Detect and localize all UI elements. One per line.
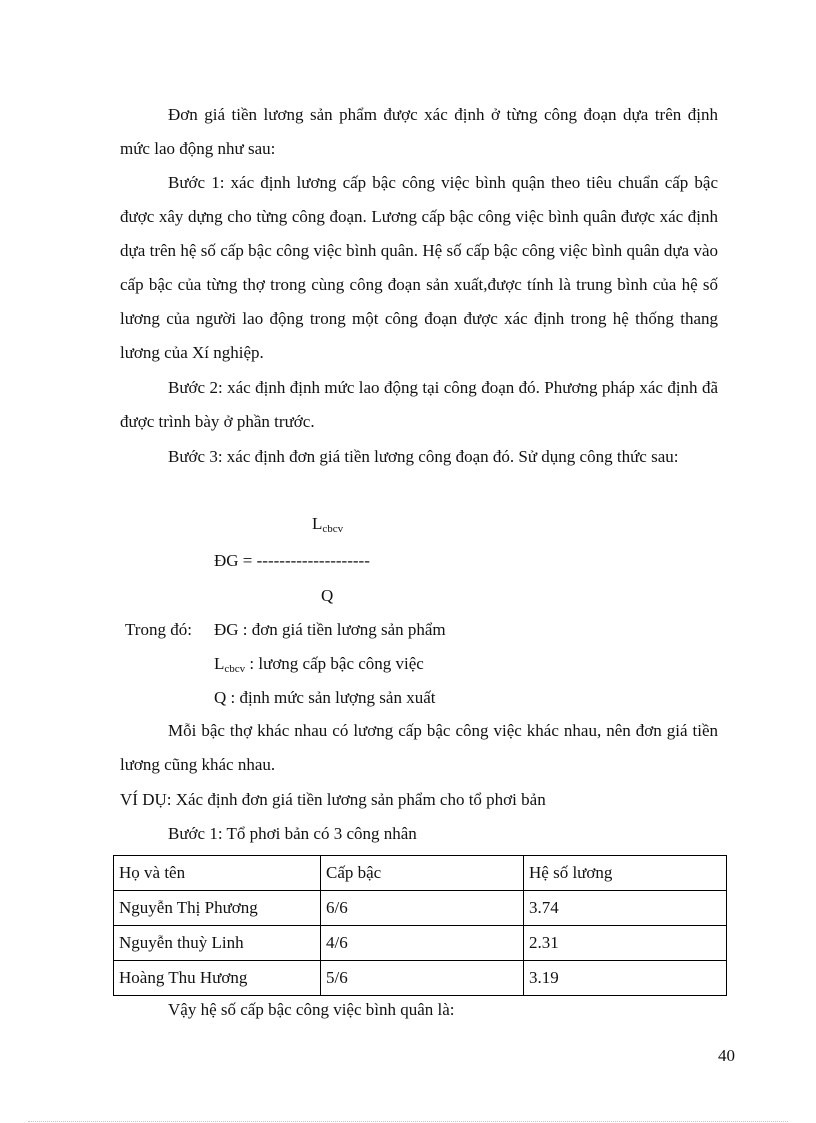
table-row bbox=[114, 891, 727, 926]
footer-rule bbox=[28, 1121, 788, 1122]
table-cell-coefficient: 2.31 bbox=[524, 926, 727, 961]
table-cell-coefficient: 3.74 bbox=[524, 891, 727, 926]
table-cell-name: Hoàng Thu Hương bbox=[114, 961, 321, 996]
table-header-coefficient: Hệ số lương bbox=[524, 856, 727, 891]
formula-denominator: Q bbox=[321, 586, 334, 605]
table-cell-grade: 5/6 bbox=[321, 961, 524, 996]
table-header-row bbox=[114, 856, 727, 891]
definition-lcbcv bbox=[214, 654, 424, 674]
paragraph-note: Mỗi bậc thợ khác nhau có lương cấp bậc công việc khác nhau, nên đơn giá tiền lương cũng khác nhau. bbox=[120, 721, 718, 774]
table-row bbox=[114, 926, 727, 961]
paragraph-intro: Đơn giá tiền lương sản phẩm được xác định ở từng công đoạn dựa trên định mức lao động như sau: bbox=[120, 105, 718, 158]
definition-lcbcv-base: L bbox=[214, 654, 225, 673]
definition-lcbcv-sub: cbcv bbox=[224, 663, 246, 675]
table-cell-grade: 4/6 bbox=[321, 926, 524, 961]
paragraph-step-1: Bước 1: xác định lương cấp bậc công việc bình quận theo tiêu chuẩn cấp bậc được xây dựng cho từng công đoạn. Lương cấp bậc công việc bình quân được xác định dựa trên hệ số cấp bậc công việc bình quân. Hệ số cấp bậc công việc bình quân dựa vào cấp bậc của từng thợ trong cùng công đoạn sản xuất,được tính là trung bình của hệ số lương của người lao động trong một công đoạn được xác định trong hệ thống thang lương của Xí nghiệp. bbox=[120, 173, 718, 362]
example-step-1: Bước 1: Tổ phơi bản có 3 công nhân bbox=[168, 824, 417, 843]
definitions-intro: Trong đó: bbox=[125, 620, 192, 639]
definition-dg: ĐG : đơn giá tiền lương sản phẩm bbox=[214, 620, 446, 639]
table-cell-name: Nguyễn thuỳ Linh bbox=[114, 926, 321, 961]
formula-numerator bbox=[312, 514, 343, 534]
formula-numerator-base: L bbox=[312, 514, 323, 533]
page-number: 40 bbox=[718, 1046, 735, 1065]
table-cell-coefficient: 3.19 bbox=[524, 961, 727, 996]
table-cell-name: Nguyễn Thị Phương bbox=[114, 891, 321, 926]
paragraph-step-3: Bước 3: xác định đơn giá tiền lương công đoạn đó. Sử dụng công thức sau: bbox=[168, 447, 679, 466]
closing-line: Vậy hệ số cấp bậc công việc bình quân là: bbox=[168, 1000, 455, 1019]
worker-table bbox=[113, 855, 727, 996]
example-title: VÍ DỤ: Xác định đơn giá tiền lương sản phẩm cho tổ phơi bản bbox=[120, 790, 546, 809]
definition-q: Q : định mức sản lượng sản xuất bbox=[214, 688, 436, 707]
formula-line: ĐG = -------------------- bbox=[214, 551, 370, 570]
formula-numerator-sub: cbcv bbox=[322, 523, 344, 535]
table-cell-grade: 6/6 bbox=[321, 891, 524, 926]
paragraph-step-2: Bước 2: xác định định mức lao động tại công đoạn đó. Phương pháp xác định đã được trình bày ở phần trước. bbox=[120, 378, 718, 431]
table-header-grade: Cấp bậc bbox=[321, 856, 524, 891]
table-row bbox=[114, 961, 727, 996]
definition-lcbcv-text: : lương cấp bậc công việc bbox=[245, 654, 424, 673]
table-header-name: Họ và tên bbox=[114, 856, 321, 891]
